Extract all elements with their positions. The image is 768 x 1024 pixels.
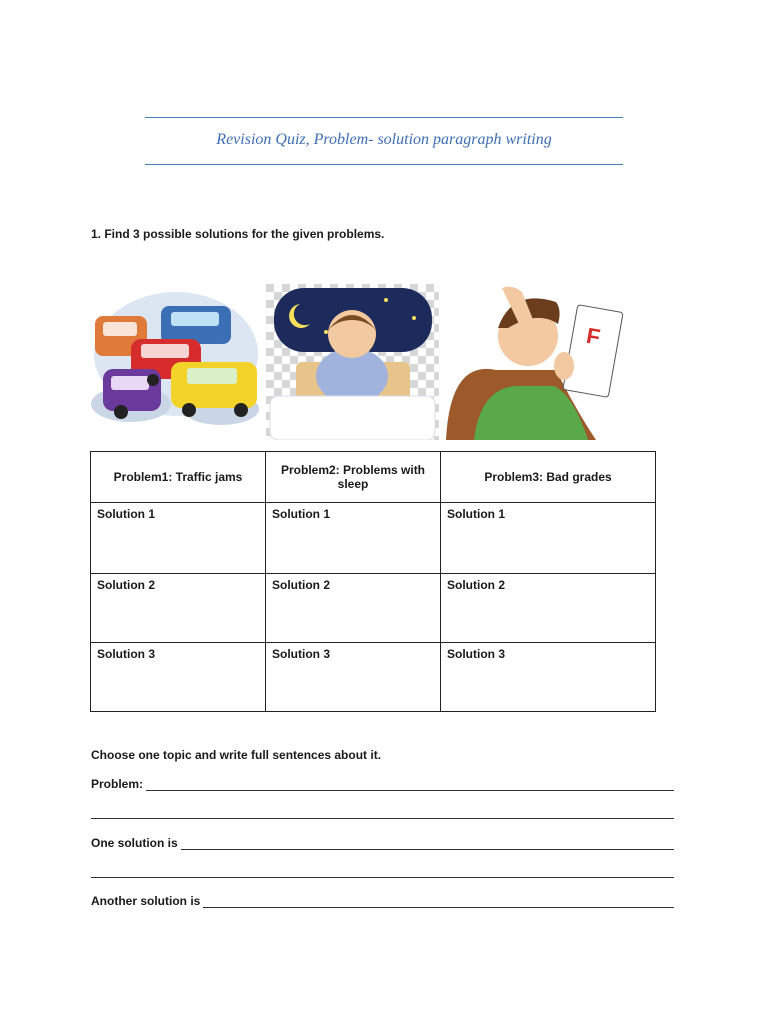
title-rule-bottom bbox=[145, 164, 623, 165]
task2-instruction: Choose one topic and write full sentences about it. bbox=[91, 748, 382, 762]
solution-write-line[interactable] bbox=[181, 839, 674, 850]
table-header-cell: Problem3: Bad grades bbox=[441, 452, 656, 503]
problem-write-line[interactable] bbox=[146, 780, 674, 791]
table-row bbox=[91, 643, 656, 712]
solutions-table bbox=[90, 451, 656, 712]
another-solution-label: Another solution is bbox=[91, 894, 201, 908]
title-rule-top bbox=[145, 117, 623, 118]
table-row bbox=[91, 503, 656, 574]
table-header-row bbox=[91, 452, 656, 503]
solution-label: One solution is bbox=[91, 836, 178, 850]
task1-instruction: 1. Find 3 possible solutions for the given problems. bbox=[91, 227, 385, 241]
svg-text:F: F bbox=[584, 322, 603, 350]
another-solution-line bbox=[91, 894, 674, 908]
table-cell[interactable]: Solution 1 bbox=[266, 503, 441, 574]
table-header-cell: Problem1: Traffic jams bbox=[91, 452, 266, 503]
page-title: Revision Quiz, Problem- solution paragraph writing bbox=[216, 131, 552, 148]
traffic-jam-illustration bbox=[91, 284, 261, 440]
writing-line[interactable] bbox=[91, 877, 674, 878]
table-cell[interactable]: Solution 3 bbox=[266, 643, 441, 712]
table-cell[interactable]: Solution 2 bbox=[441, 574, 656, 643]
table-cell[interactable]: Solution 1 bbox=[441, 503, 656, 574]
table-cell[interactable]: Solution 1 bbox=[91, 503, 266, 574]
table-header-cell: Problem2: Problems with sleep bbox=[266, 452, 441, 503]
solution-line bbox=[91, 836, 674, 850]
writing-line[interactable] bbox=[91, 818, 674, 819]
another-solution-write-line[interactable] bbox=[203, 897, 674, 908]
problem-label: Problem: bbox=[91, 777, 144, 791]
table-cell[interactable]: Solution 3 bbox=[441, 643, 656, 712]
table-cell[interactable]: Solution 3 bbox=[91, 643, 266, 712]
table-row bbox=[91, 574, 656, 643]
table-cell[interactable]: Solution 2 bbox=[266, 574, 441, 643]
sleepless-boy-illustration bbox=[266, 284, 439, 440]
bad-grade-student-illustration bbox=[444, 284, 628, 440]
table-cell[interactable]: Solution 2 bbox=[91, 574, 266, 643]
problem-line bbox=[91, 777, 674, 791]
